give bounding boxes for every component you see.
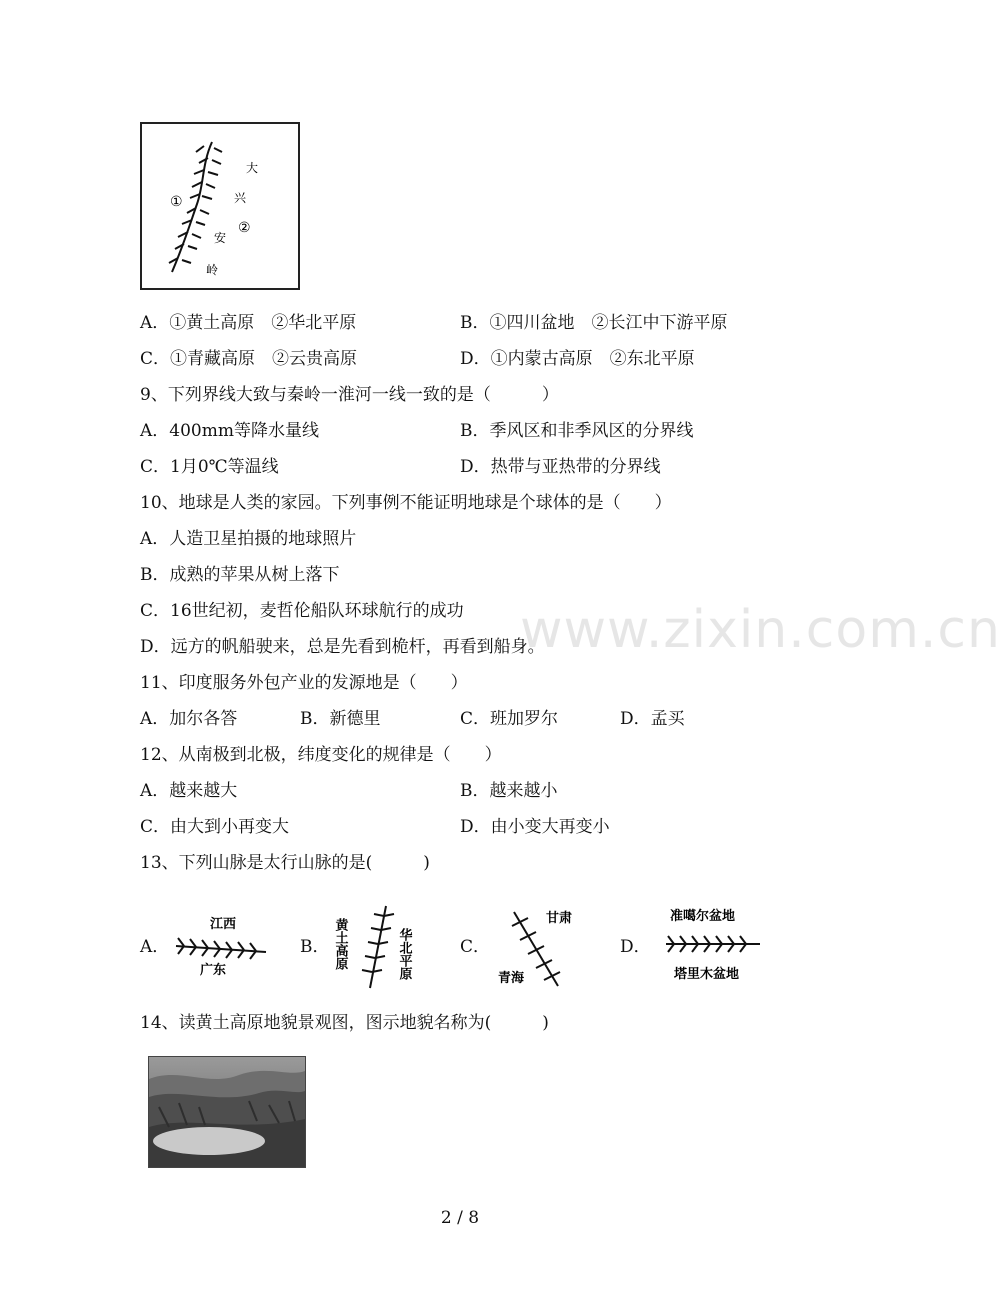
page-number: 2 / 8 (440, 1208, 480, 1228)
q13-c-top-label: 甘肃 (546, 911, 573, 926)
q13-option-b-letter: B． (300, 937, 330, 957)
q12-option-a: A．越来越大 (140, 781, 238, 801)
q10-option-c: C．16世纪初，麦哲伦船队环球航行的成功 (140, 601, 464, 621)
q13-option-a-letter: A． (140, 937, 170, 957)
q12-stem: 12、从南极到北极，纬度变化的规律是（ ） (140, 745, 502, 765)
q9-option-a: A．400mm等降水量线 (140, 421, 319, 441)
q9-row-2 (140, 456, 661, 478)
q13-a-top-label: 江西 (210, 917, 237, 932)
q8-option-c: C．①青藏高原 ②云贵高原 (140, 349, 358, 369)
q13-b-right-label (397, 927, 413, 981)
q8-row-2 (140, 348, 695, 370)
q10-option-b: B．成熟的苹果从树上落下 (140, 565, 340, 585)
q8-map-figure (140, 122, 300, 290)
q11-stem: 11、印度服务外包产业的发源地是（ ） (140, 673, 468, 693)
q12-row-1 (140, 780, 558, 802)
q8-option-b: B．①四川盆地 ②长江中下游平原 (460, 313, 728, 333)
q8-option-a: A．①黄土高原 ②华北平原 (140, 313, 357, 333)
q11-option-c: C．班加罗尔 (460, 709, 559, 729)
q13-d-top-label: 准噶尔盆地 (670, 909, 736, 924)
q9-row-1 (140, 420, 694, 442)
q11-row (140, 708, 685, 730)
q14-stem: 14、读黄土高原地貌景观图，图示地貌名称为( ) (140, 1013, 549, 1033)
q11-option-d: D．孟买 (620, 709, 685, 729)
label-circle-2: ② (238, 220, 251, 236)
q10-option-a: A．人造卫星拍摄的地球照片 (140, 529, 357, 549)
q13-option-b-figure (330, 898, 430, 994)
q8-option-d: D．①内蒙古高原 ②东北平原 (460, 349, 695, 369)
q10-stem: 10、地球是人类的家园。下列事例不能证明地球是个球体的是（ ） (140, 493, 672, 513)
label-circle-1: ① (170, 194, 183, 210)
label-an: 安 (214, 231, 227, 245)
q13-option-d-figure (660, 904, 770, 984)
q11-option-b: B．新德里 (300, 709, 381, 729)
q9-option-c: C．1月0℃等温线 (140, 457, 279, 477)
svg-text:黄土高原: 黄土高原 (332, 918, 348, 970)
watermark: www.zixin.com.cn (520, 600, 1001, 660)
q12-option-b: B．越来越小 (460, 781, 558, 801)
q10-option-d: D．远方的帆船驶来，总是先看到桅杆，再看到船身。 (140, 637, 545, 657)
q13-option-d-letter: D． (620, 937, 651, 957)
q12-option-c: C．由大到小再变大 (140, 817, 290, 837)
q13-d-bottom-label: 塔里木盆地 (674, 967, 740, 982)
q13-b-left-label (333, 917, 349, 971)
q13-stem: 13、下列山脉是太行山脉的是( ) (140, 853, 430, 873)
q9-option-d: D．热带与亚热带的分界线 (460, 457, 661, 477)
q11-option-a: A．加尔各答 (140, 709, 238, 729)
loess-plateau-photo (148, 1056, 306, 1168)
q9-stem: 9、下列界线大致与秦岭一淮河一线一致的是（ ） (140, 385, 559, 405)
q8-row-1 (140, 312, 728, 334)
q12-option-d: D．由小变大再变小 (460, 817, 610, 837)
q13-option-c-letter: C． (460, 937, 491, 957)
q13-option-c-figure (492, 904, 592, 992)
q9-option-b: B．季风区和非季风区的分界线 (460, 421, 694, 441)
label-da: 大 (246, 161, 259, 175)
svg-text:华北平原: 华北平原 (396, 928, 412, 980)
q12-row-2 (140, 816, 610, 838)
q13-c-bottom-label: 青海 (498, 971, 525, 986)
q13-option-a-figure (170, 908, 280, 980)
label-xing: 兴 (234, 191, 247, 205)
label-ling: 岭 (206, 263, 219, 277)
mountain-range-drawing (142, 124, 298, 288)
q13-a-bottom-label: 广东 (200, 963, 227, 978)
